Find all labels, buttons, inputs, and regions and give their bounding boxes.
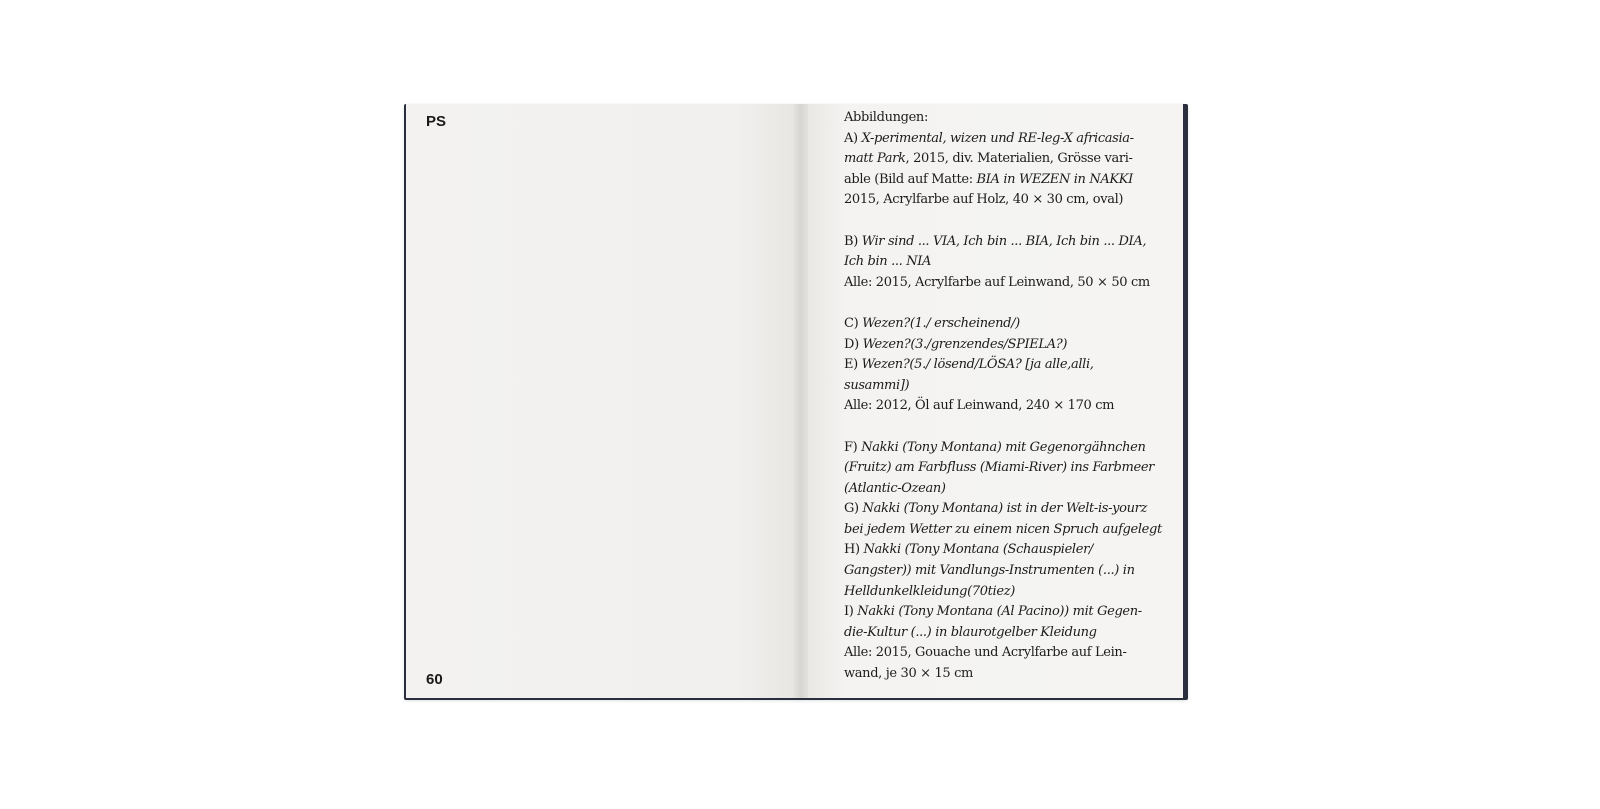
caption-c: C) Wezen?(1./ erscheinend/)	[844, 315, 1020, 331]
caption-a-line-2: matt Park, 2015, div. Materialien, Grösse vari-	[844, 151, 1133, 167]
caption-f-line-3: (Atlantic-Ozean)	[844, 480, 946, 496]
figure-captions	[844, 108, 1180, 685]
page-header-label: PS	[426, 113, 447, 130]
caption-b-line-1: B) Wir sind ... VIA, Ich bin ... BIA, Ich bin ... DIA,	[844, 233, 1147, 249]
right-page	[808, 104, 1183, 698]
caption-e-line-2: susammi])	[844, 377, 910, 393]
caption-d: D) Wezen?(3./grenzendes/SPIELA?)	[844, 336, 1068, 352]
caption-a-line-1: A) X-perimental, wizen und RE-leg-X africasia-	[844, 130, 1134, 146]
caption-a-line-3: able (Bild auf Matte: BIA in WEZEN in NAKKI	[844, 171, 1133, 187]
caption-a-line-4: 2015, Acrylfarbe auf Holz, 40 × 30 cm, oval)	[844, 192, 1124, 208]
spacer	[844, 211, 1180, 232]
spacer	[844, 293, 1180, 314]
caption-b-details: Alle: 2015, Acrylfarbe auf Leinwand, 50 × 50 cm	[844, 274, 1150, 290]
caption-i-line-1: I) Nakki (Tony Montana (Al Pacino)) mit Gegen-	[844, 604, 1142, 620]
caption-fghi-details-1: Alle: 2015, Gouache und Acrylfarbe auf Lein-	[844, 645, 1127, 661]
left-page	[406, 104, 794, 698]
caption-f-line-2: (Fruitz) am Farbfluss (Miami-River) ins Farbmeer	[844, 460, 1155, 476]
show-through-text	[444, 114, 784, 134]
caption-g-line-2: bei jedem Wetter zu einem nicen Spruch aufgelegt	[844, 521, 1162, 537]
caption-f-line-1: F) Nakki (Tony Montana) mit Gegenorgähnchen	[844, 439, 1146, 455]
caption-g-line-1: G) Nakki (Tony Montana) ist in der Welt-is-yourz	[844, 501, 1147, 517]
caption-b-line-2: Ich bin ... NIA	[844, 254, 932, 270]
spacer	[844, 417, 1180, 438]
caption-h-line-1: H) Nakki (Tony Montana (Schauspieler/	[844, 542, 1093, 558]
caption-cde-details: Alle: 2012, Öl auf Leinwand, 240 × 170 cm	[844, 398, 1115, 414]
page-number: 60	[426, 671, 443, 688]
caption-i-line-2: die-Kultur (...) in blaurotgelber Kleidung	[844, 624, 1097, 640]
caption-h-line-2: Gangster)) mit Vandlungs-Instrumenten (...) in	[844, 563, 1135, 579]
captions-heading: Abbildungen:	[844, 110, 928, 125]
caption-h-line-3: Helldunkelkleidung(70tiez)	[844, 583, 1015, 599]
book-gutter	[794, 104, 808, 698]
caption-e-line-1: E) Wezen?(5./ lösend/LÖSA? [ja alle,alli,	[844, 357, 1094, 373]
caption-fghi-details-2: wand, je 30 × 15 cm	[844, 666, 974, 682]
